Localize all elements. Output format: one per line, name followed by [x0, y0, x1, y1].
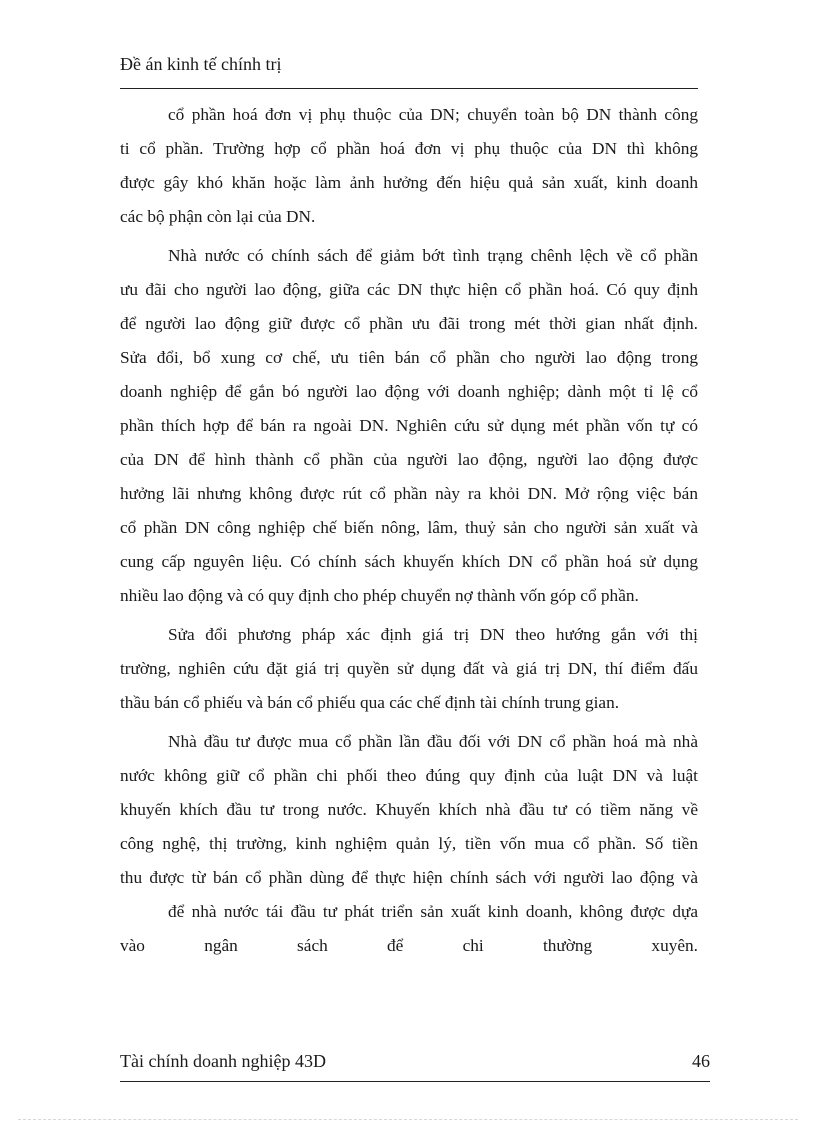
page-number: 46 — [692, 1051, 710, 1071]
text-line: để người lao động giữ được cổ phần ưu đãi trong mét thời gian nhất định. — [120, 314, 698, 333]
text-line: để nhà nước tái đầu tư phát triển sản xuất kinh doanh, không được dựa — [168, 902, 698, 921]
text-line: nhiều lao động và có quy định cho phép chuyển nợ thành vốn góp cổ phần. — [120, 586, 639, 605]
page-edge-divider — [18, 1119, 798, 1120]
text-line: các bộ phận còn lại của DN. — [120, 207, 316, 226]
document-title: Đề án kinh tế chính trị — [120, 54, 282, 74]
text-line: Nhà nước có chính sách để giảm bớt tình trạng chênh lệch về cổ phần — [168, 246, 698, 265]
text-line: ti cổ phần. Trường hợp cổ phần hoá đơn vị phụ thuộc của DN thì không — [120, 139, 698, 158]
text-line: Nhà đầu tư được mua cổ phần lần đầu đối với DN cổ phần hoá mà nhà — [168, 732, 698, 751]
text-line: cổ phần hoá đơn vị phụ thuộc của DN; chuyển toàn bộ DN thành công — [168, 105, 698, 124]
text-line: cung cấp nguyên liệu. Có chính sách khuyến khích DN cổ phần hoá sử dụng — [120, 552, 698, 571]
text-line: thầu bán cổ phiếu và bán cổ phiếu qua các chế định tài chính trung gian. — [120, 693, 620, 712]
text-line: nước không giữ cổ phần chi phối theo đúng quy định của luật DN và luật — [120, 766, 698, 785]
text-line: phần thích hợp để bán ra ngoài DN. Nghiên cứu sử dụng mét phần vốn tự có — [120, 416, 698, 435]
text-line: của DN để hình thành cổ phần của người lao động, người lao động được — [120, 450, 698, 469]
paragraph — [120, 618, 698, 720]
text-line: hưởng lãi nhưng không được rút cổ phần này ra khỏi DN. Mở rộng việc bán — [120, 484, 698, 503]
paragraph — [120, 725, 698, 895]
text-line: khuyến khích đầu tư trong nước. Khuyến khích nhà đầu tư có tiềm năng về — [120, 800, 698, 819]
page-header — [120, 48, 698, 89]
text-line: doanh nghiệp để gắn bó người lao động với doanh nghiệp; dành một tỉ lệ cổ — [120, 382, 698, 401]
paragraph — [120, 98, 698, 234]
text-line: thu được từ bán cổ phần dùng để thực hiện chính sách với người lao động và — [120, 868, 698, 887]
text-line: được gây khó khăn hoặc làm ảnh hưởng đến hiệu quả sản xuất, kinh doanh — [120, 173, 698, 192]
page-footer — [120, 1047, 710, 1082]
text-line: ưu đãi cho người lao động, giữa các DN thực hiện cổ phần hoá. Có quy định — [120, 280, 698, 299]
footer-course-label: Tài chính doanh nghiệp 43D — [120, 1051, 326, 1071]
body-text — [120, 98, 698, 963]
text-line: trường, nghiên cứu đặt giá trị quyền sử dụng đất và giá trị DN, thí điểm đấu — [120, 659, 698, 678]
text-line: công nghệ, thị trường, kinh nghiệm quản lý, tiền vốn mua cổ phần. Số tiền — [120, 834, 698, 853]
text-line: Sửa đổi phương pháp xác định giá trị DN theo hướng gắn với thị — [168, 625, 698, 644]
paragraph — [120, 895, 698, 963]
text-line: vào ngân sách để chi thường xuyên. — [120, 936, 698, 955]
text-line: cổ phần DN công nghiệp chế biến nông, lâm, thuỷ sản cho người sản xuất và — [120, 518, 698, 537]
paragraph — [120, 239, 698, 613]
text-line: Sửa đổi, bổ xung cơ chế, ưu tiên bán cổ phần cho người lao động trong — [120, 348, 698, 367]
